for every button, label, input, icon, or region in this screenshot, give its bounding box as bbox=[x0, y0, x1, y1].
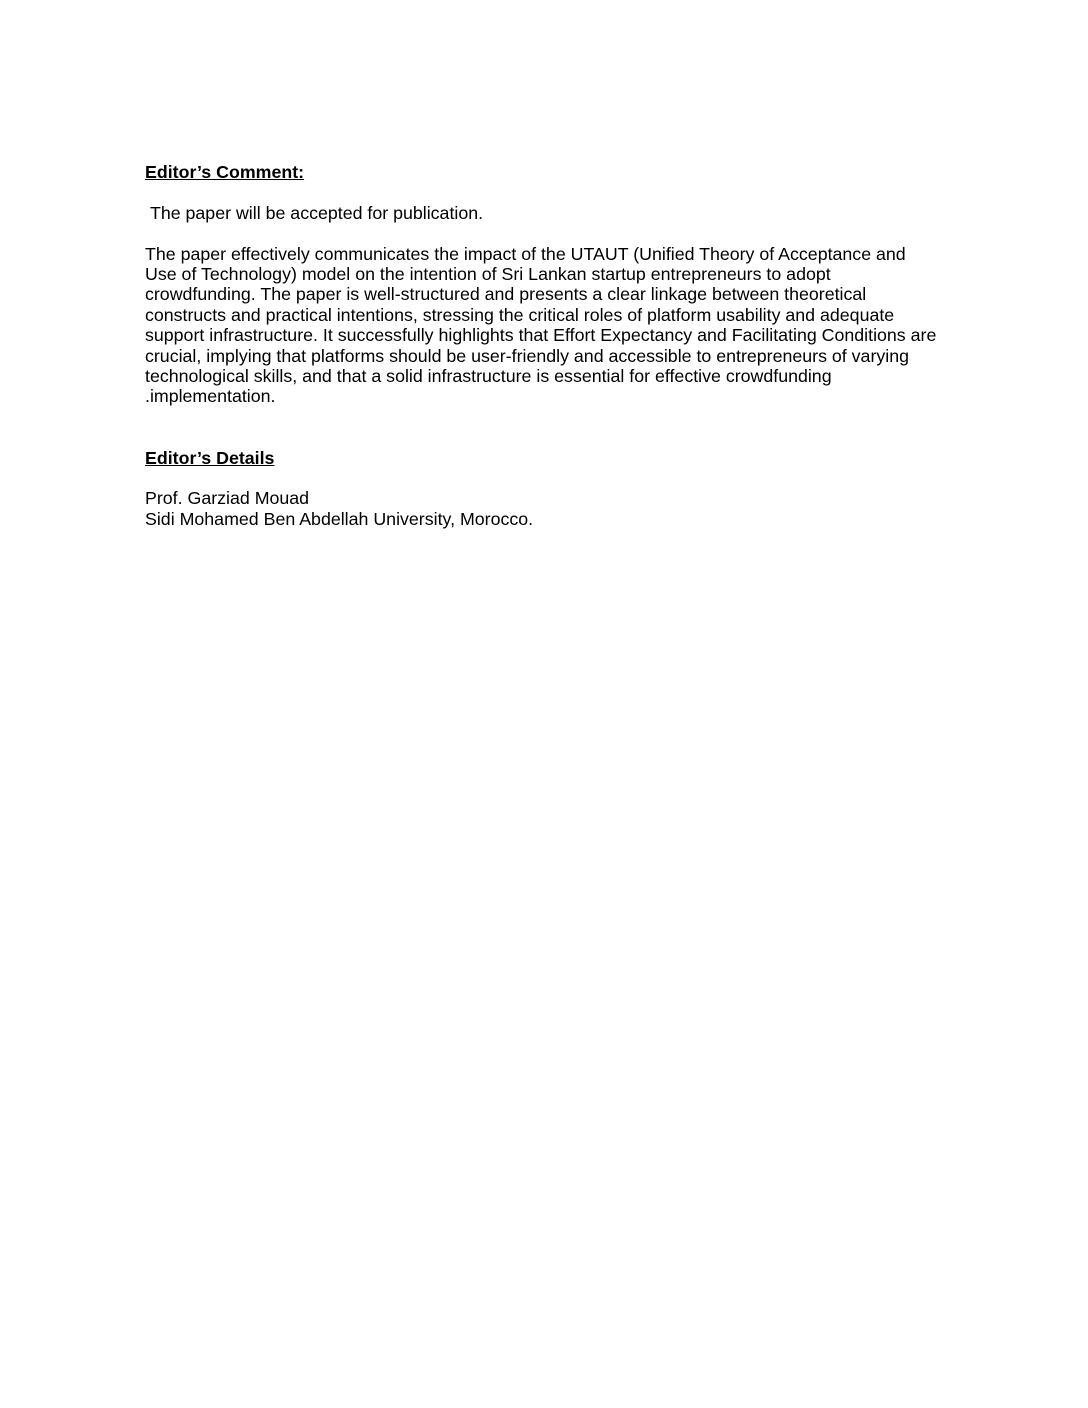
editors-comment-section bbox=[145, 162, 940, 407]
document-content bbox=[145, 162, 940, 529]
editors-details-heading: Editor’s Details bbox=[145, 447, 275, 468]
comment-paragraph: The paper effectively communicates the impact of the UTAUT (Unified Theory of Acceptance and Use of Technology) model on the intention of Sri Lankan startup entrepreneurs to adopt crowdfunding. The paper is well-structured and presents a clear linkage between theoretical constructs and practical intentions, stressing the critical roles of platform usability and adequate support infrastructure. It successfully highlights that Effort Expectancy and Facilitating Conditions are crucial, implying that platforms should be user-friendly and accessible to entrepreneurs of varying technological skills, and that a solid infrastructure is essential for effective crowdfunding .implementation. bbox=[145, 243, 937, 407]
editors-details-section bbox=[145, 448, 940, 530]
editor-name: Prof. Garziad Mouad bbox=[145, 488, 310, 509]
editor-affiliation: Sidi Mohamed Ben Abdellah University, Morocco. bbox=[145, 508, 534, 529]
editors-comment-heading: Editor’s Comment: bbox=[145, 162, 305, 182]
acceptance-statement: The paper will be accepted for publication. bbox=[145, 202, 484, 223]
